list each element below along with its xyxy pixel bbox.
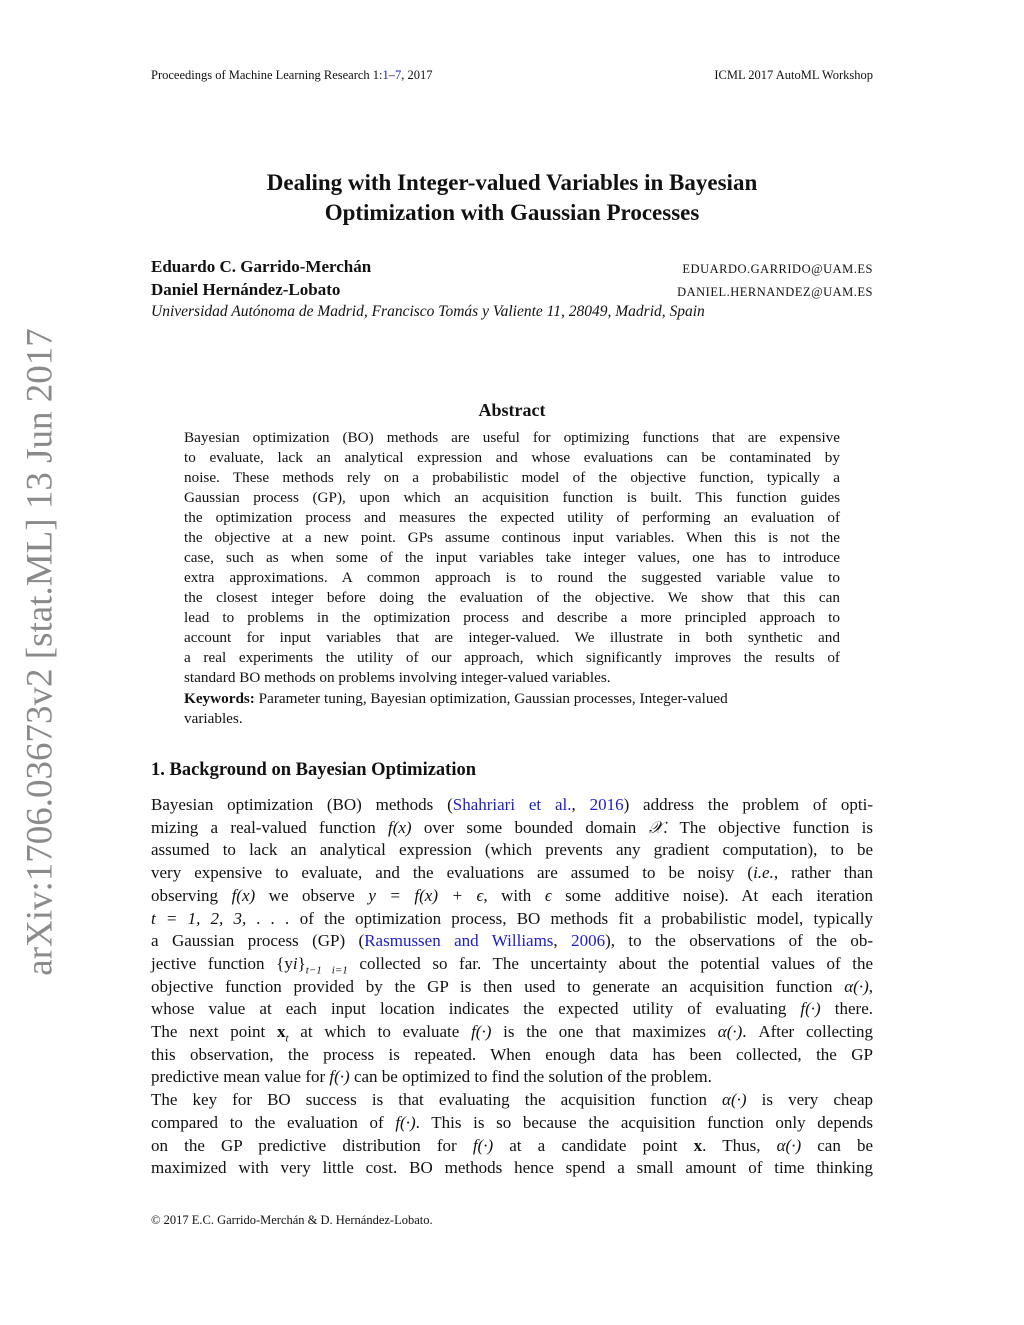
text-segment: very expensive to evaluate, and the evaluations are assumed to be noisy ( xyxy=(151,863,754,883)
abstract-line: a real experiments the utility of our approach, which significantly improves the results of xyxy=(184,649,840,666)
math-text: i.e. xyxy=(753,863,774,883)
author-email[interactable]: EDUARDO.GARRIDO@UAM.ES xyxy=(682,262,873,276)
body-line xyxy=(151,1045,873,1065)
abstract-line: the closest integer before doing the evaluation of the objective. We show that this can xyxy=(184,589,840,606)
text-segment: is very cheap xyxy=(746,1090,873,1110)
abstract-heading: Abstract xyxy=(478,400,546,420)
text-segment: . Thus, xyxy=(702,1135,777,1155)
header-dash: – xyxy=(388,68,396,82)
body-line xyxy=(151,863,873,883)
text-segment: Bayesian optimization (BO) methods ( xyxy=(151,795,453,814)
citation-link[interactable]: 2006 xyxy=(571,931,606,951)
body-line xyxy=(151,1022,873,1044)
math-text: f(x) xyxy=(387,817,412,837)
math-text: x xyxy=(693,1135,703,1155)
body-line xyxy=(151,999,873,1019)
text-segment: on the GP predictive distribution for xyxy=(151,1135,473,1155)
section-heading: 1. Background on Bayesian Optimization xyxy=(151,760,477,780)
text-segment: mizing a real-valued function xyxy=(151,817,388,837)
text-segment: at which to evaluate xyxy=(288,1022,472,1041)
author-name: Daniel Hernández-Lobato xyxy=(151,280,341,299)
body-line xyxy=(151,886,873,906)
keywords-continued: variables. xyxy=(184,710,243,727)
header-text: Proceedings of Machine Learning Research 1: xyxy=(151,68,383,82)
body-line xyxy=(151,977,873,997)
body-line xyxy=(151,1158,873,1178)
author-email[interactable]: DANIEL.HERNANDEZ@UAM.ES xyxy=(677,285,873,299)
text-segment: , xyxy=(868,976,873,996)
text-segment: . After collecting xyxy=(742,1022,873,1041)
keywords-label: Keywords: xyxy=(184,690,255,707)
text-segment: , xyxy=(571,795,590,814)
abstract-line: the objective at a new point. GPs assume continous input variables. When this is not the xyxy=(184,529,840,546)
abstract-line: lead to problems in the optimization process and describe a more principled approach to xyxy=(184,609,840,626)
text-segment: can be optimized to find the solution of the problem. xyxy=(349,1067,712,1087)
running-header-left xyxy=(151,68,433,83)
abstract-line: extra approximations. A common approach is to round the suggested variable value to xyxy=(184,569,840,586)
header-year: , 2017 xyxy=(401,68,433,82)
text-segment: predictive mean value for xyxy=(151,1067,330,1087)
keywords-text: Parameter tuning, Bayesian optimization, Gaussian processes, Integer-valued xyxy=(254,690,728,707)
author-name: Eduardo C. Garrido-Merchán xyxy=(151,257,372,276)
math-text: y = f(x) + ϵ xyxy=(368,885,484,905)
math-text: t xyxy=(285,1032,289,1045)
text-segment: some additive noise). At each iteration xyxy=(551,885,873,905)
math-text: f(·) xyxy=(329,1067,350,1087)
math-text: f(·) xyxy=(471,1022,492,1041)
keywords xyxy=(184,690,840,708)
abstract-line: to evaluate, lack an analytical expression and whose evaluations can be contaminated by xyxy=(184,449,840,466)
math-text: f(·) xyxy=(800,999,821,1019)
body-line xyxy=(151,1067,873,1087)
text-segment: over some bounded domain xyxy=(411,817,649,837)
text-segment: can be xyxy=(801,1135,873,1155)
body-line xyxy=(151,909,873,929)
text-segment: , rather than xyxy=(773,863,873,883)
math-text: i xyxy=(292,953,298,973)
math-text: f(·) xyxy=(472,1135,494,1155)
abstract-line: Gaussian process (GP), upon which an acquisition function is built. This function guides xyxy=(184,489,840,506)
text-segment: there. xyxy=(820,999,873,1019)
math-text: ϵ xyxy=(544,885,552,905)
title-line: Dealing with Integer-valued Variables in Bayesian xyxy=(266,170,758,195)
text-segment: The next point xyxy=(151,1022,277,1041)
text-segment: , xyxy=(553,931,572,951)
text-segment: collected so far. The uncertainty about the potential values of the xyxy=(347,953,873,973)
text-segment: . The objective function is xyxy=(663,817,873,837)
citation-link[interactable]: 2016 xyxy=(589,795,624,814)
text-segment: jective function {y xyxy=(151,953,293,973)
running-header-right: ICML 2017 AutoML Workshop xyxy=(714,68,873,82)
abstract-line: account for input variables that are integer-valued. We illustrate in both synthetic and xyxy=(184,629,840,646)
body-line xyxy=(151,818,873,838)
body-line xyxy=(151,1113,873,1133)
copyright-footer: © 2017 E.C. Garrido-Merchán & D. Hernández-Lobato. xyxy=(151,1213,433,1227)
text-segment: , with xyxy=(483,885,545,905)
math-text: t = 1, 2, 3, . . . xyxy=(151,908,290,928)
text-segment: of the optimization process, BO methods fit a probabilistic model, typically xyxy=(289,908,873,928)
math-text: α(·) xyxy=(844,976,869,996)
abstract-line: Bayesian optimization (BO) methods are useful for optimizing functions that are expensive xyxy=(184,429,840,446)
abstract-line: the optimization process and measures the expected utility of performing an evaluation of xyxy=(184,509,840,526)
citation-link[interactable]: Shahriari et al. xyxy=(452,795,572,814)
affiliation: Universidad Autónoma de Madrid, Francisco Tomás y Valiente 11, 28049, Madrid, Spain xyxy=(151,303,705,320)
math-text: f(x) xyxy=(231,885,256,905)
text-segment: we observe xyxy=(255,885,369,905)
arxiv-stamp: arXiv:1706.03673v2 [stat.ML] 13 Jun 2017 xyxy=(19,328,61,976)
math-text: t−1 i=1 xyxy=(305,964,348,977)
text-segment: whose value at each input location indicates the expected utility of evaluating xyxy=(151,999,801,1019)
abstract-line: case, such as when some of the input variables take integer values, one has to introduce xyxy=(184,549,840,566)
text-segment: observing xyxy=(151,885,232,905)
text-segment: ) address the problem of opti- xyxy=(623,795,873,814)
body-line xyxy=(151,1136,873,1156)
title-line: Optimization with Gaussian Processes xyxy=(324,200,700,225)
text-segment: The key for BO success is that evaluating the acquisition function xyxy=(151,1090,723,1110)
citation-link[interactable]: Rasmussen and Williams xyxy=(364,931,554,951)
text-segment: at a candidate point xyxy=(493,1135,694,1155)
paper-title xyxy=(0,168,1024,228)
body-line xyxy=(151,1090,873,1110)
text-segment: . This is so because the acquisition function only depends xyxy=(415,1112,873,1132)
math-text: f(·) xyxy=(395,1112,416,1132)
body-line xyxy=(151,795,873,815)
text-segment: ), to the observations of the ob- xyxy=(605,931,873,951)
text-segment: is the one that maximizes xyxy=(491,1022,718,1041)
body-line xyxy=(151,840,873,860)
text-segment: maximized with very little cost. BO methods hence spend a small amount of time thinking xyxy=(151,1158,873,1178)
page-link-last[interactable]: 7 xyxy=(395,68,402,82)
body-line xyxy=(151,931,873,951)
math-text: α(·) xyxy=(776,1135,802,1155)
text-segment: } xyxy=(297,953,306,973)
page-link-first[interactable]: 1 xyxy=(382,68,389,82)
text-segment: objective function provided by the GP is then used to generate an acquisition function xyxy=(151,976,845,996)
text-segment: this observation, the process is repeated. When enough data has been collected, the GP xyxy=(151,1044,873,1064)
text-segment: compared to the evaluation of xyxy=(151,1112,396,1132)
text-segment: assumed to lack an analytical expression (which prevents any gradient computation), to be xyxy=(151,840,873,860)
abstract-line: noise. These methods rely on a probabilistic model of the objective function, typically a xyxy=(184,469,840,486)
text-segment: a Gaussian process (GP) ( xyxy=(151,931,365,951)
math-text: α(·) xyxy=(717,1022,743,1041)
math-text: x xyxy=(276,1022,286,1041)
body-line xyxy=(151,954,873,976)
abstract-line: standard BO methods on problems involving integer-valued variables. xyxy=(184,669,611,686)
math-text: 𝒳 xyxy=(648,817,664,837)
math-text: α(·) xyxy=(722,1090,747,1110)
